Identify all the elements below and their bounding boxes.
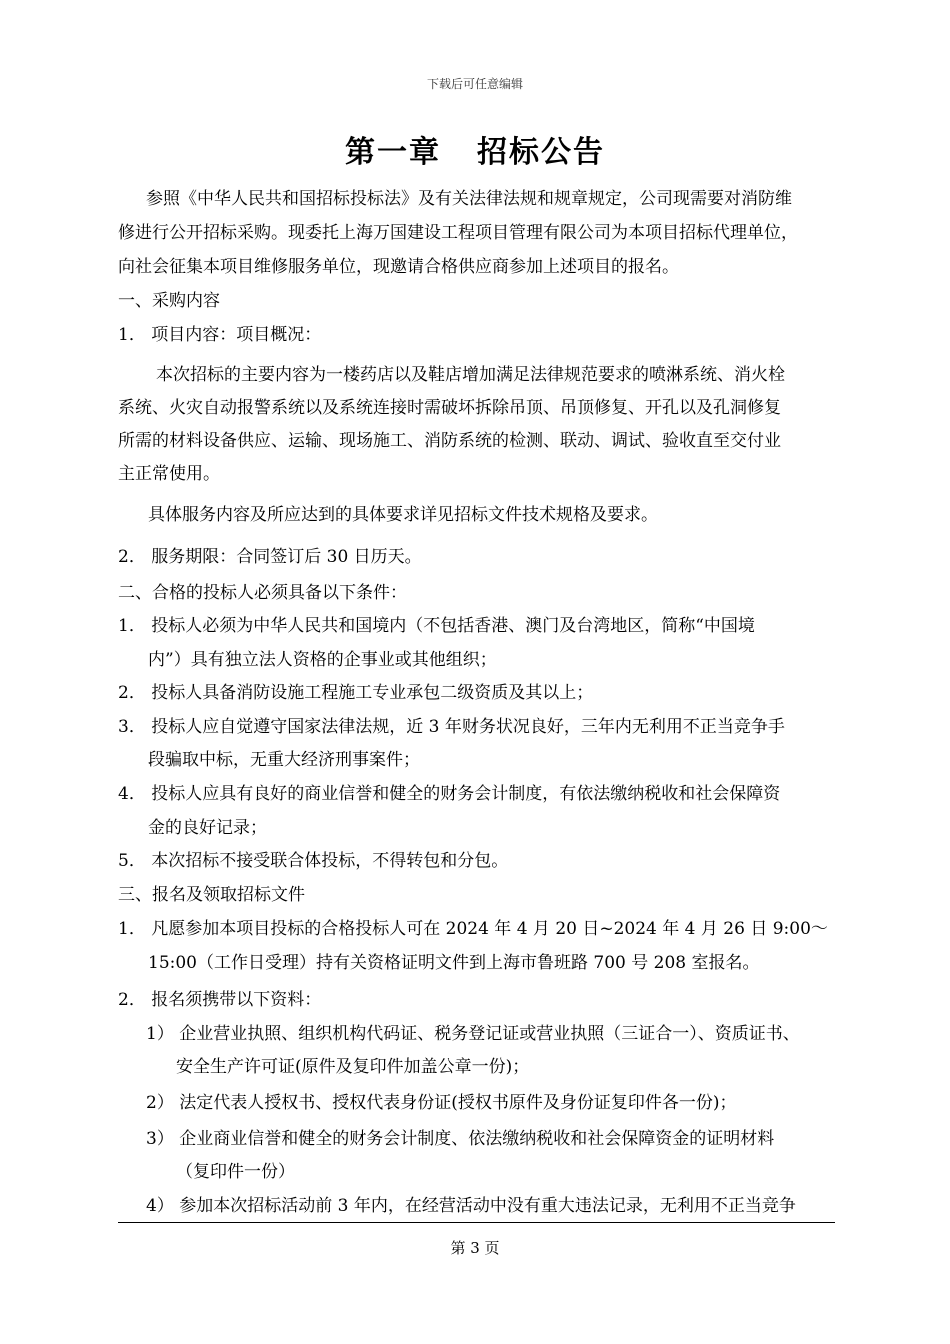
- sub-item: 3） 企业商业信誉和健全的财务会计制度、依法缴纳税收和社会保障资金的证明材料: [146, 1129, 775, 1149]
- list-item: 1． 项目内容：项目概况：: [118, 325, 322, 345]
- section-heading: 一、采购内容: [118, 291, 220, 311]
- sub-item-continuation: （复印件一份）: [176, 1162, 295, 1182]
- paragraph-line: 本次招标的主要内容为一楼药店以及鞋店增加满足法律规范要求的喷淋系统、消火栓: [156, 365, 785, 385]
- list-item: 3． 投标人应自觉遵守国家法律法规，近 3 年财务状况良好，三年内无利用不正当竞争手: [118, 717, 785, 737]
- footer-divider: [118, 1222, 835, 1223]
- chapter-title: [0, 127, 950, 171]
- section-heading: 二、合格的投标人必须具备以下条件：: [118, 583, 407, 603]
- chapter-name: 招标公告: [477, 135, 605, 170]
- sub-item-continuation: 安全生产许可证(原件及复印件加盖公章一份)；: [176, 1057, 530, 1077]
- sub-item: 1） 企业营业执照、组织机构代码证、税务登记证或营业执照（三证合一）、资质证书、: [146, 1024, 800, 1044]
- list-item: 2． 服务期限：合同签订后 30 日历天。: [118, 547, 422, 567]
- paragraph-line: 所需的材料设备供应、运输、现场施工、消防系统的检测、联动、调试、验收直至交付业: [118, 431, 781, 451]
- paragraph-line: 主正常使用。: [118, 464, 220, 484]
- list-item: 1． 投标人必须为中华人民共和国境内（不包括香港、澳门及台湾地区，简称“中国境: [118, 616, 755, 636]
- section-heading: 三、报名及领取招标文件: [118, 885, 305, 905]
- paragraph-line: 系统、火灾自动报警系统以及系统连接时需破坏拆除吊顶、吊顶修复、开孔以及孔洞修复: [118, 398, 781, 418]
- list-item: 4． 投标人应具有良好的商业信誉和健全的财务会计制度，有依法缴纳税收和社会保障资: [118, 784, 781, 804]
- list-item-continuation: 段骗取中标，无重大经济刑事案件；: [148, 750, 420, 770]
- header-note: 下载后可任意编辑: [426, 77, 523, 91]
- intro-line: 参照《中华人民共和国招标投标法》及有关法律法规和规章规定，公司现需要对消防维: [146, 189, 792, 209]
- list-item: 5． 本次招标不接受联合体投标，不得转包和分包。: [118, 851, 509, 871]
- intro-line: 修进行公开招标采购。现委托上海万国建设工程项目管理有限公司为本项目招标代理单位，: [118, 223, 798, 243]
- sub-item: 2） 法定代表人授权书、授权代表身份证(授权书原件及身份证复印件各一份)；: [146, 1093, 737, 1113]
- intro-line: 向社会征集本项目维修服务单位，现邀请合格供应商参加上述项目的报名。: [118, 257, 679, 277]
- list-item-continuation: 内”）具有独立法人资格的企事业或其他组织；: [148, 650, 497, 670]
- list-item-continuation: 15:00（工作日受理）持有关资格证明文件到上海市鲁班路 700 号 208 室报名。: [148, 953, 760, 973]
- chapter-number: 第一章: [345, 135, 441, 170]
- list-item: 1． 凡愿参加本项目投标的合格投标人可在 2024 年 4 月 20 日~2024 年 4 月 26 日 9:00～: [118, 919, 828, 939]
- list-item: 2． 报名须携带以下资料：: [118, 990, 322, 1010]
- paragraph-line: 具体服务内容及所应达到的具体要求详见招标文件技术规格及要求。: [148, 505, 658, 525]
- list-item-continuation: 金的良好记录；: [148, 818, 267, 838]
- list-item: 2． 投标人具备消防设施工程施工专业承包二级资质及其以上；: [118, 683, 594, 703]
- sub-item: 4） 参加本次招标活动前 3 年内，在经营活动中没有重大违法记录，无利用不正当竞争: [146, 1196, 796, 1216]
- page-number: 第 3 页: [450, 1239, 500, 1257]
